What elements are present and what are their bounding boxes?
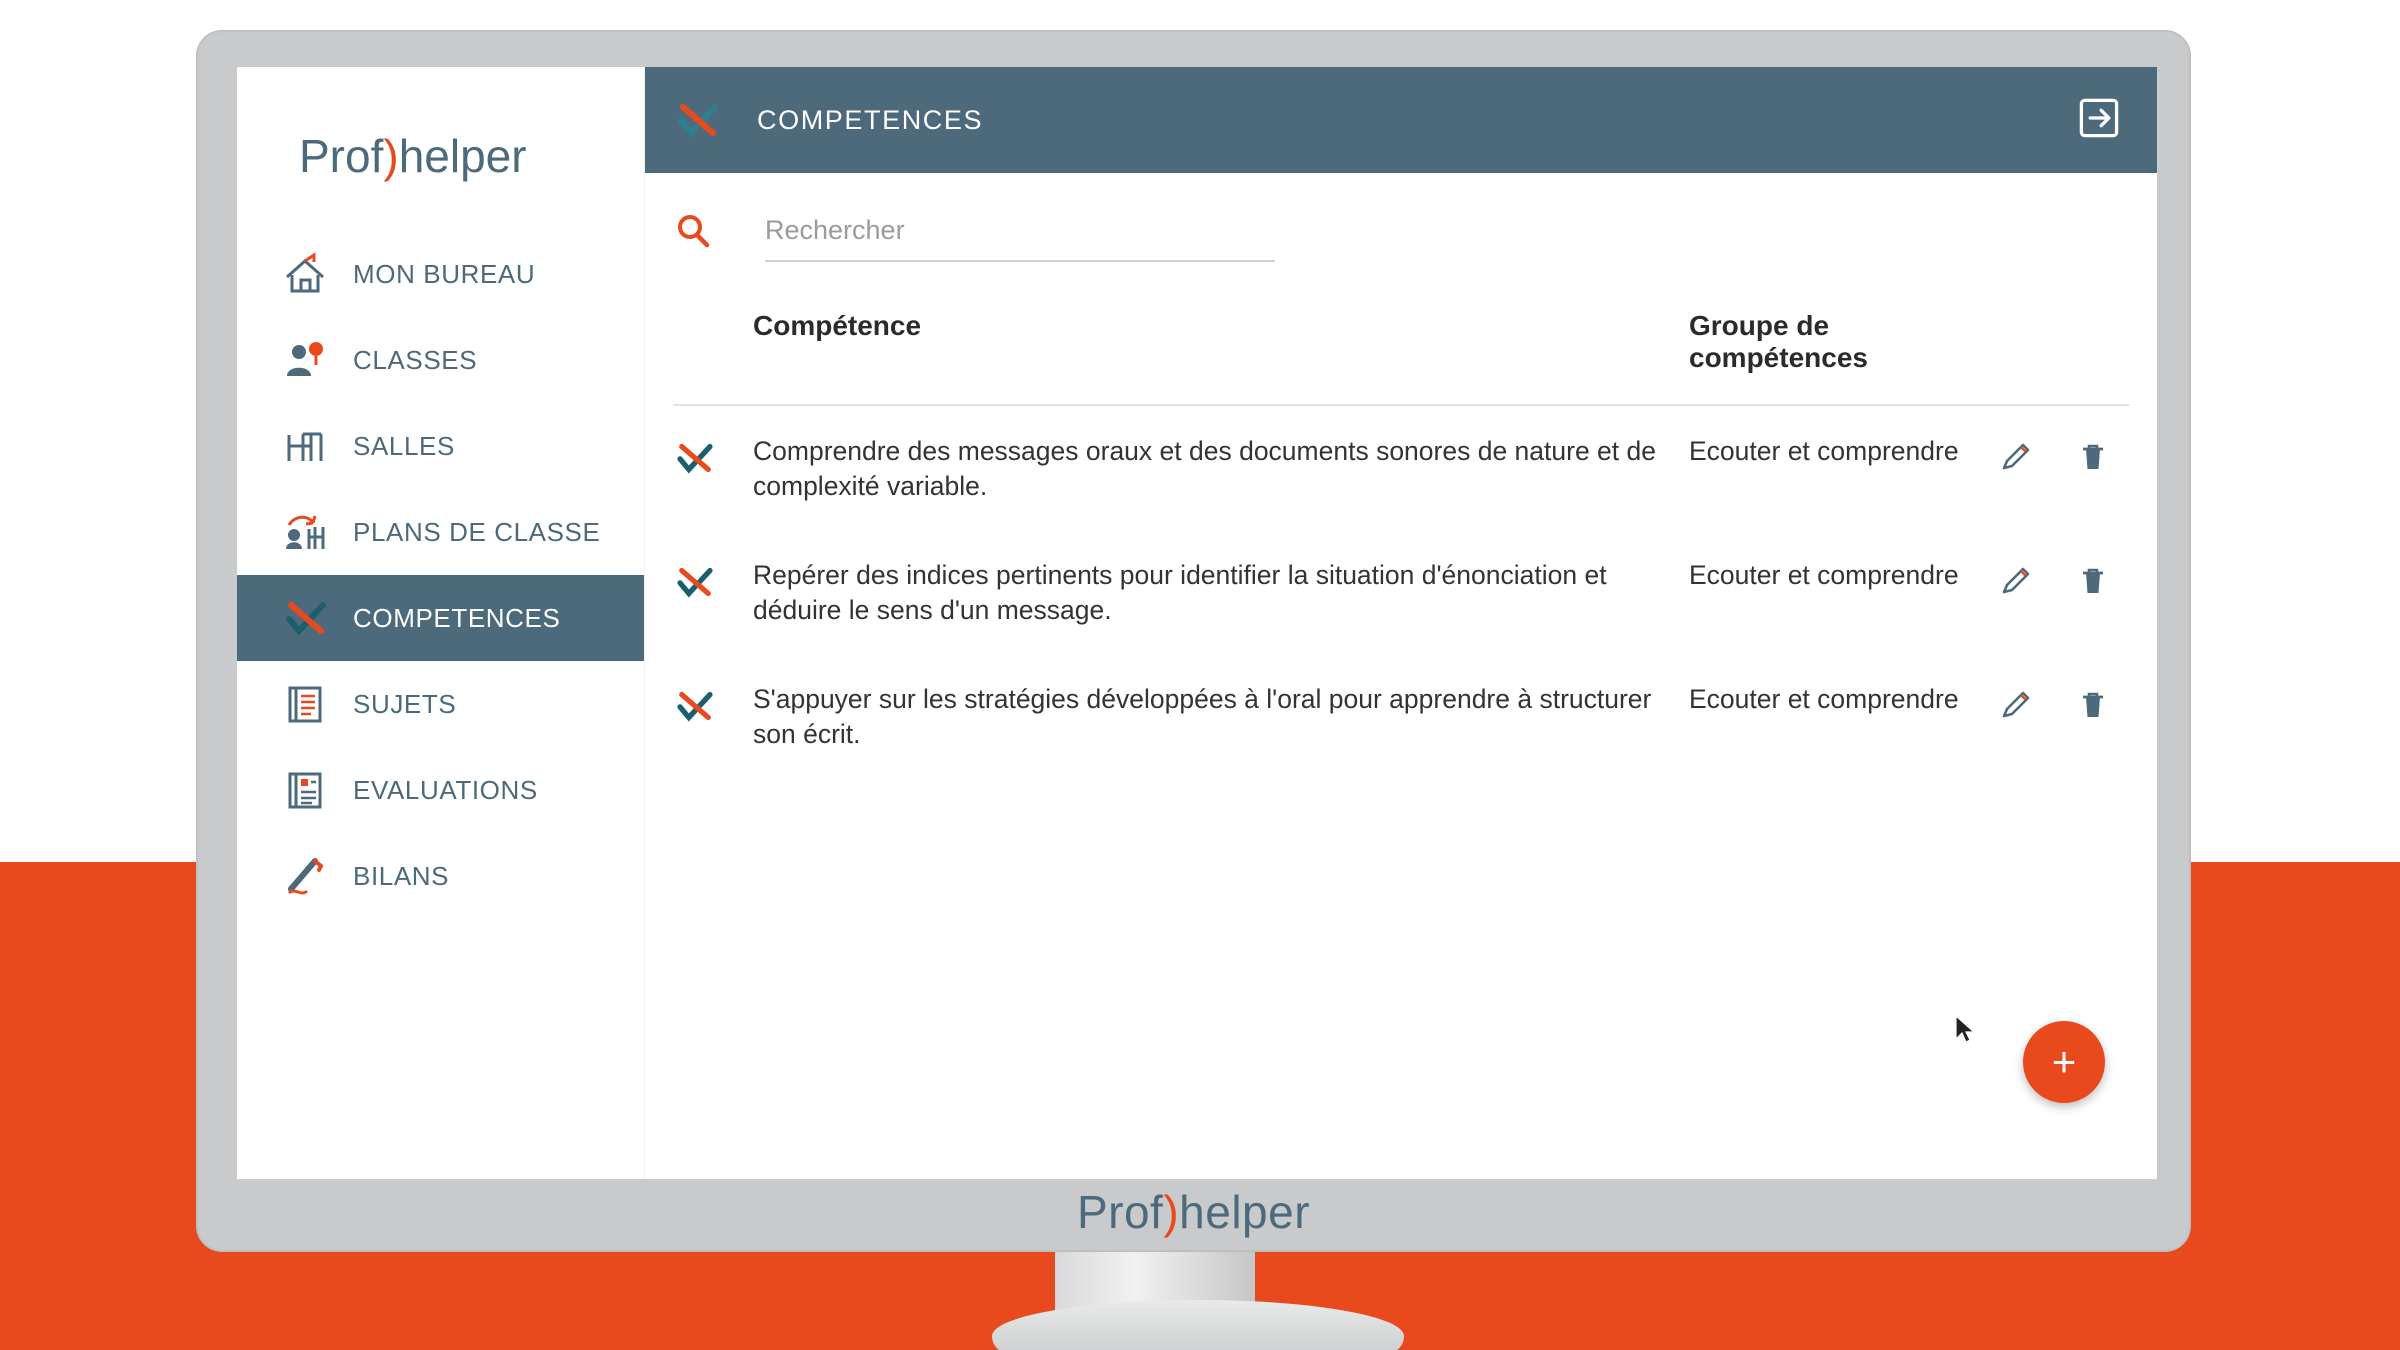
pencil-icon[interactable] (1999, 564, 2033, 598)
pencil-icon[interactable] (1999, 688, 2033, 722)
sidebar-item-mon-bureau[interactable] (237, 231, 644, 317)
evaluation-sheet-icon (281, 765, 331, 815)
table-head (673, 300, 2129, 405)
cell-actions (1999, 530, 2129, 654)
search-bar (645, 173, 2157, 262)
skills-check-icon (673, 95, 723, 145)
footer-logo-separator: ) (1163, 1186, 1180, 1238)
top-bar (645, 67, 2157, 173)
sidebar-item-label: PLANS DE CLASSE (353, 516, 601, 547)
trash-icon[interactable] (2076, 688, 2110, 722)
trash-icon[interactable] (2076, 564, 2110, 598)
cell-competence: Repérer des indices pertinents pour identifier la situation d'énonciation et déduire le sens d'un message. (753, 559, 1607, 625)
column-header-actions (1999, 300, 2129, 405)
logo-text-separator: ) (383, 130, 399, 182)
sidebar-nav (237, 231, 644, 919)
person-pin-icon (281, 335, 331, 385)
cell-competence: Comprendre des messages oraux et des documents sonores de nature et de complexité variable. (753, 436, 1656, 501)
cell-competence: S'appuyer sur les stratégies développées à l'oral pour apprendre à structurer son écrit. (753, 683, 1652, 749)
sidebar-item-plans-de-classe[interactable] (237, 489, 644, 575)
sidebar-item-label: MON BUREAU (353, 258, 536, 289)
sidebar-item-salles[interactable] (237, 403, 644, 489)
logout-icon[interactable] (2077, 96, 2121, 145)
main-panel (645, 67, 2157, 1179)
monitor-footer-logo (196, 1185, 2191, 1239)
sidebar-item-label: CLASSES (353, 344, 478, 375)
desk-icon (281, 421, 331, 471)
logo-text-helper: helper (398, 130, 527, 182)
cell-actions (1999, 405, 2129, 530)
skills-check-icon (673, 704, 717, 734)
sidebar-item-label: BILANS (353, 860, 450, 891)
sidebar-item-label: SUJETS (353, 688, 457, 719)
skills-check-icon (673, 580, 717, 610)
sidebar-item-classes[interactable] (237, 317, 644, 403)
skills-check-icon (673, 456, 717, 486)
footer-logo-prof: Prof (1076, 1186, 1164, 1238)
logo-text-prof: Prof (299, 130, 384, 182)
sidebar-item-competences[interactable] (237, 575, 644, 661)
sidebar-item-evaluations[interactable] (237, 747, 644, 833)
competences-table (673, 300, 2129, 778)
pencil-icon[interactable] (1999, 440, 2033, 474)
table-row[interactable] (673, 405, 2129, 530)
add-competence-button[interactable]: + (2023, 1021, 2105, 1103)
search-input-wrapper (765, 215, 1275, 262)
table-body (673, 405, 2129, 778)
monitor-frame (196, 30, 2191, 1252)
trash-icon[interactable] (2076, 440, 2110, 474)
cell-groupe: Ecouter et comprendre (1689, 683, 1959, 714)
screen (237, 67, 2157, 1179)
mouse-cursor (1955, 1015, 1977, 1047)
seating-plan-icon (281, 507, 331, 557)
cell-actions (1999, 654, 2129, 778)
row-skills-check-icon-cell (673, 405, 753, 530)
table-row[interactable] (673, 530, 2129, 654)
table-header-row (673, 300, 2129, 405)
table-row[interactable] (673, 654, 2129, 778)
house-icon (281, 249, 331, 299)
search-input[interactable] (765, 215, 1275, 246)
skills-check-icon (281, 593, 331, 643)
search-icon[interactable] (673, 211, 713, 262)
sidebar-item-label: COMPETENCES (353, 602, 561, 633)
row-skills-check-icon-cell (673, 654, 753, 778)
row-skills-check-icon-cell (673, 530, 753, 654)
sidebar-item-label: SALLES (353, 430, 455, 461)
sidebar-item-bilans[interactable] (237, 833, 644, 919)
page-title: COMPETENCES (757, 104, 984, 135)
competences-table-wrapper (645, 300, 2157, 778)
cell-groupe: Ecouter et comprendre (1689, 436, 1959, 466)
sidebar (237, 67, 645, 1179)
column-header-competence: Compétence (753, 310, 922, 341)
pen-signature-icon (281, 851, 331, 901)
sidebar-item-sujets[interactable] (237, 661, 644, 747)
column-header-groupe: Groupe de compétences (1689, 310, 1868, 373)
cell-groupe: Ecouter et comprendre (1689, 559, 1959, 590)
footer-logo-helper: helper (1179, 1186, 1311, 1238)
document-list-icon (281, 679, 331, 729)
app-logo (237, 67, 644, 183)
sidebar-item-label: EVALUATIONS (353, 774, 538, 805)
